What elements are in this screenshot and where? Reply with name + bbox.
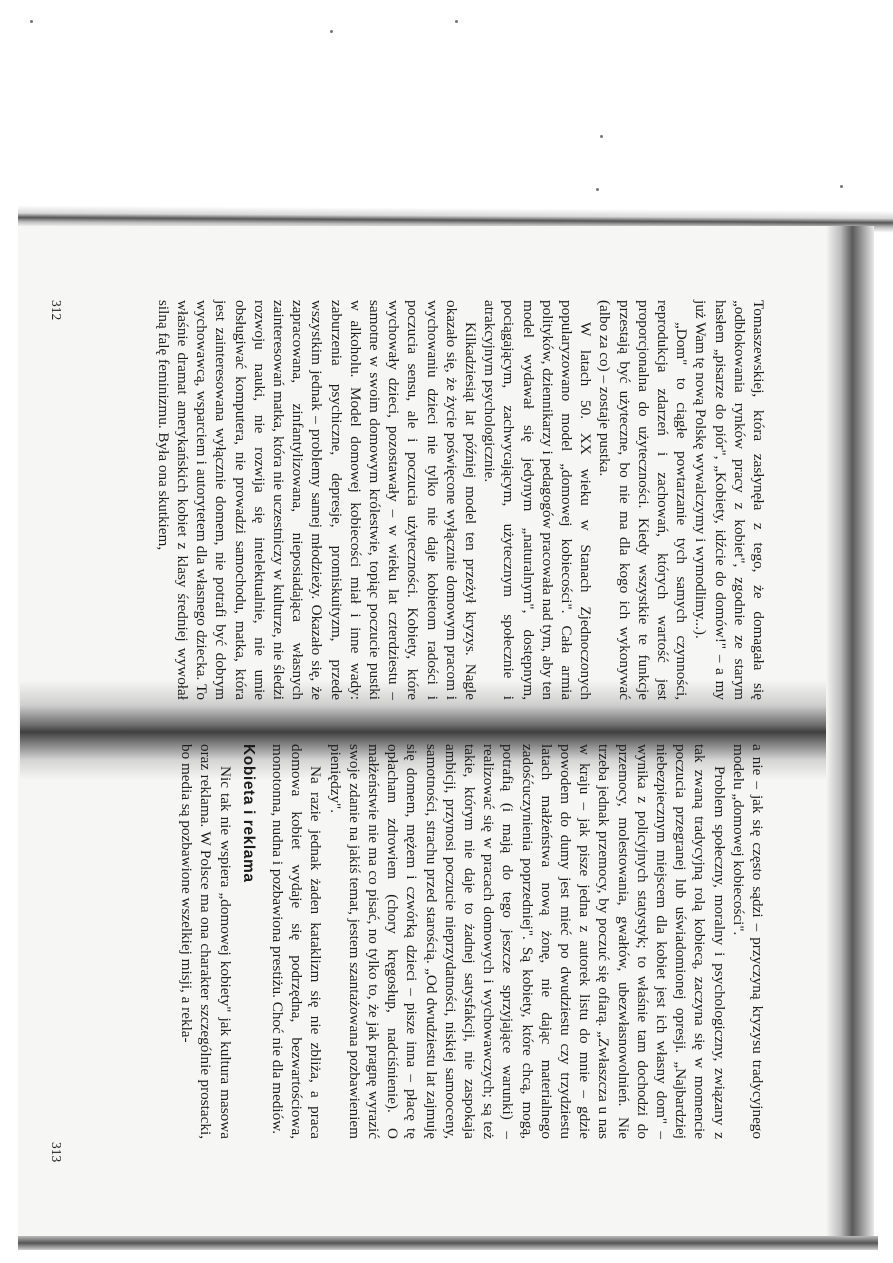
page-number-right: 313	[49, 1142, 64, 1163]
dust-speck	[330, 30, 333, 33]
section-heading: Kobieta i reklama	[239, 744, 257, 883]
right-page-edge-shadow	[826, 226, 874, 1246]
page-number-left: 312	[49, 300, 64, 321]
paragraph: a nie – jak się często sądzi – przyczyną kryzysu tradycyjnego modelu „domowej kobiecości".	[729, 744, 766, 1139]
dust-speck	[596, 188, 599, 191]
left-page-text	[154, 300, 769, 700]
bottom-page-edge-shadow	[18, 1236, 878, 1250]
paragraph: Na razie jednak żaden kataklizm się nie zbliża, a praca domowa kobiet wydaje się podrzędna, bezwartościowa, monotonna, nudna i pozbawiona prestiżu. Choć nie dla mediów.	[268, 744, 325, 1139]
paragraph: Problem społeczny, moralny i psychologiczny, związany z tak zwaną tradycyjną rolą kobiecą, zaczyna się w momencie poczucia przegranej lub uświadomionej opresji. „Najbardziej niebezpiecznym miejscem dla kobiet jest ich własny dom" – wynika z policyjnych statystyk; to właśnie tam dochodzi do przemocy, molestowania, gwałtów, ubezwłasnowolnień. Nie trzeba jednak przemocy, by poczuć się ofiarą. „Zwłaszcza u nas w kraju – jak pisze jedna z autorek listu do mnie – gdzie powodem do dumy jest mieć po dwudziestu czy trzydziestu latach małżeństwa nową żonę, nie dając materialnego zadośćuczynienia poprzedniej". Są kobiety, które chcą, mogą, potrafią (i mają do tego jeszcze sprzyjające warunki) – realizować się w pracach domowych i wychowawczych; są też takie, którym nie daje to żadnej satysfakcji, nie zaspokaja ambicji, przynosi poczucie nieprzydatności, niskiej samooceny, samotności, strachu przed starością. „Od dwudziestu lat zajmuję się domem, mężem i czwórką dzieci – pisze inna – płacę tę opłacham zdrowiem (chory kręgosłup, nadciśnienie). O małżeństwie nie ma co pisać, no tylko to, że jak pragnę wyrazić swoje zdanie na jakiś temat, jestem szantażowana pozbawieniem pieniędzy".	[326, 744, 728, 1139]
paragraph: „Dom" to ciągłe powtarzanie tych samych czynności, reprodukcja zdarzeń i zachowań, których wartość jest proporcjonalna do użyteczności. Kiedy wszystkie te funkcje przestają być użyteczne, bo nie ma dla kogo ich wykonywać (albo za co) – zostaje pustka.	[596, 300, 691, 700]
paragraph: W latach 50. XX wieku w Stanach Zjednoczonych popularyzowano model „domowej kobiecości". Cała armia polityków, dziennikarzy i pedagogów pracowała nad tym, aby ten model wydawał się jedynym „naturalnym", dostępnym, pociągającym, zachwycającym, użytecznym społecznie i atrakcyjnym psychologicznie.	[481, 300, 595, 700]
paragraph: Tomaszewskiej, która zasłynęła z tego, że domagała się „odblokowania rynków pracy z kobiet", zgodnie ze starym hasłem „pisarze do piór", „Kobiety, idźcie do domów!" – a my już Wam tę nową Polskę wywalczymy i wymodlimy...).	[692, 300, 767, 700]
paragraph: Nic tak nie wspiera „domowej kobiety" jak kultura masowa oraz reklama. W Polsce ma ona charakter szczególnie prostacki, bo media są pozbawione wszelkiej misji, a rekla-	[178, 744, 234, 1139]
right-page-text	[177, 744, 767, 1139]
dust-speck	[600, 135, 603, 138]
dust-speck	[840, 185, 843, 188]
paragraph: Kilkadziesiąt lat później model ten przeżył kryzys. Nagle okazało się, że życie poświęcone wyłącznie domowym pracom i wychowaniu dzieci nie tylko nie daje kobietom radości i poczucia sensu, ale i poczucia użyteczności. Kobiety, które wychowały dzieci, pozostawały – w wieku lat czterdziestu – samotne w swoim domowym królestwie, topiąc poczucie pustki w alkoholu. Model domowej kobiecości miał i inne wady: zaburzenia psychiczne, depresje, promiskuityzm, przede wszystkim jednak – problemy samej młodzieży. Okazało się, że zapracowana, zinfantylizowana, nieposiadająca własnych zainteresowań matka, która nie uczestniczy w kulturze, nie śledzi rozwoju nauki, nie rozwija się intelektualnie, nie umie obsługiwać komputera, nie prowadzi samochodu, matka, która jest zainteresowana wyłącznie domem, nie potrafi być dobrym wychowawcą, wsparciem i autorytetem dla własnego dziecka. To właśnie dramat amerykańskich kobiet z klasy średniej wywołał silną falę feminizmu. Była ona skutkiem,	[154, 300, 479, 700]
dust-speck	[30, 20, 33, 23]
dust-speck	[455, 20, 458, 23]
